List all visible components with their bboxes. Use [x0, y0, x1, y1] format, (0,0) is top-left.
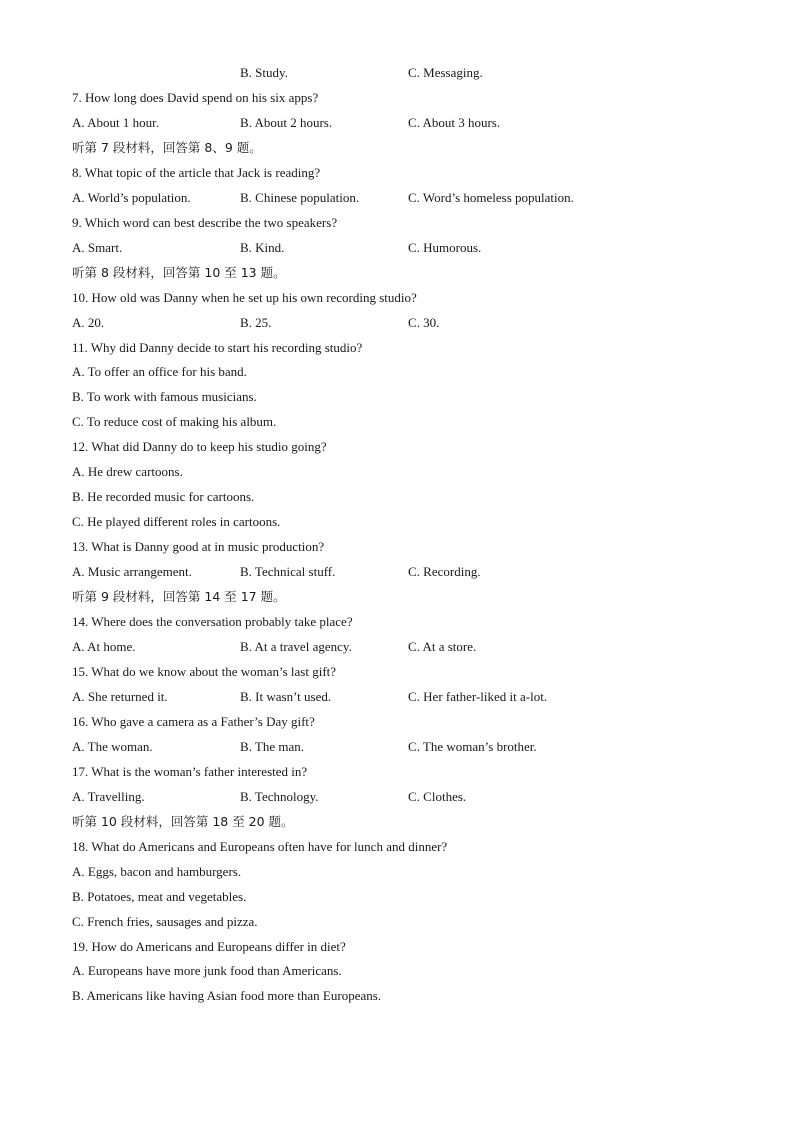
q14-stem: 14. Where does the conversation probably take place?: [72, 614, 353, 629]
section-9-instruction: 听第 9 段材料，回答第 14 至 17 题。: [72, 589, 286, 604]
q16-option-c: C. The woman’s brother.: [408, 739, 537, 754]
q16-stem: 16. Who gave a camera as a Father’s Day gift?: [72, 714, 315, 729]
q6-option-b: B. Study.: [240, 65, 288, 80]
q7-stem: 7. How long does David spend on his six apps?: [72, 90, 319, 105]
section-10-instruction: 听第 10 段材料，回答第 18 至 20 题。: [72, 814, 294, 829]
q9-option-a: A. Smart.: [72, 240, 123, 255]
q10-option-b: B. 25.: [240, 315, 272, 330]
q11-option-a: A. To offer an office for his band.: [72, 364, 247, 379]
q8-option-a: A. World’s population.: [72, 190, 191, 205]
q17-stem: 17. What is the woman’s father interested in?: [72, 764, 308, 779]
q13-option-c: C. Recording.: [408, 564, 481, 579]
q17-option-c: C. Clothes.: [408, 789, 467, 804]
q18-stem: 18. What do Americans and Europeans often have for lunch and dinner?: [72, 839, 448, 854]
q6-option-c: C. Messaging.: [408, 65, 483, 80]
q18-option-b: B. Potatoes, meat and vegetables.: [72, 889, 247, 904]
q11-option-c: C. To reduce cost of making his album.: [72, 414, 277, 429]
q12-stem: 12. What did Danny do to keep his studio going?: [72, 439, 327, 454]
q18-option-a: A. Eggs, bacon and hamburgers.: [72, 864, 242, 879]
q19-stem: 19. How do Americans and Europeans differ in diet?: [72, 939, 346, 954]
q14-option-a: A. At home.: [72, 639, 136, 654]
q16-option-a: A. The woman.: [72, 739, 153, 754]
q15-option-a: A. She returned it.: [72, 689, 168, 704]
q10-stem: 10. How old was Danny when he set up his own recording studio?: [72, 290, 417, 305]
q8-stem: 8. What topic of the article that Jack is reading?: [72, 165, 321, 180]
q10-option-a: A. 20.: [72, 315, 105, 330]
q15-option-b: B. It wasn’t used.: [240, 689, 332, 704]
q7-option-c: C. About 3 hours.: [408, 115, 501, 130]
q15-stem: 15. What do we know about the woman’s last gift?: [72, 664, 337, 679]
section-7-instruction: 听第 7 段材料，回答第 8、9 题。: [72, 140, 262, 155]
q7-option-a: A. About 1 hour.: [72, 115, 160, 130]
q12-option-a: A. He drew cartoons.: [72, 464, 183, 479]
q9-option-c: C. Humorous.: [408, 240, 482, 255]
q17-option-b: B. Technology.: [240, 789, 319, 804]
q8-option-c: C. Word’s homeless population.: [408, 190, 574, 205]
q9-stem: 9. Which word can best describe the two speakers?: [72, 215, 338, 230]
q12-option-c: C. He played different roles in cartoons.: [72, 514, 281, 529]
q19-option-a: A. Europeans have more junk food than Americans.: [72, 963, 342, 978]
q8-option-b: B. Chinese population.: [240, 190, 360, 205]
q16-option-b: B. The man.: [240, 739, 305, 754]
q13-option-a: A. Music arrangement.: [72, 564, 192, 579]
section-8-instruction: 听第 8 段材料，回答第 10 至 13 题。: [72, 265, 286, 280]
q18-option-c: C. French fries, sausages and pizza.: [72, 914, 258, 929]
q17-option-a: A. Travelling.: [72, 789, 145, 804]
q13-stem: 13. What is Danny good at in music production?: [72, 539, 325, 554]
q7-option-b: B. About 2 hours.: [240, 115, 333, 130]
q14-option-b: B. At a travel agency.: [240, 639, 352, 654]
q15-option-c: C. Her father-liked it a-lot.: [408, 689, 548, 704]
q10-option-c: C. 30.: [408, 315, 440, 330]
q14-option-c: C. At a store.: [408, 639, 477, 654]
q19-option-b: B. Americans like having Asian food more than Europeans.: [72, 988, 382, 1003]
q11-stem: 11. Why did Danny decide to start his recording studio?: [72, 340, 363, 355]
q12-option-b: B. He recorded music for cartoons.: [72, 489, 255, 504]
q9-option-b: B. Kind.: [240, 240, 285, 255]
q11-option-b: B. To work with famous musicians.: [72, 389, 257, 404]
q13-option-b: B. Technical stuff.: [240, 564, 336, 579]
